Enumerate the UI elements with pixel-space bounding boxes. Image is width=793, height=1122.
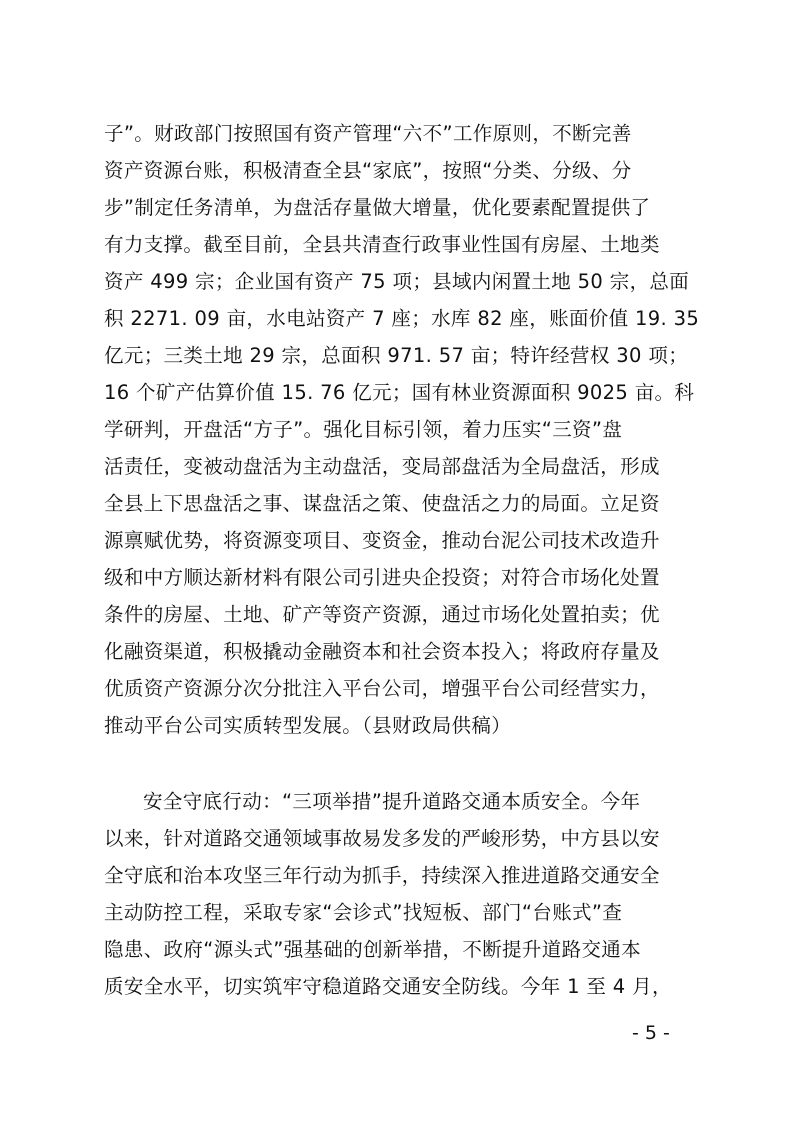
paragraph-line: 子”。财政部门按照国有资产管理“六不”工作原则，不断完善 xyxy=(104,122,632,145)
paragraph-line: 优质资产资源分次分批注入平台公司，增强平台公司经营实力， xyxy=(104,677,660,700)
paragraph-line: 推动平台公司实质转型发展。（县财政局供稿） xyxy=(104,714,512,737)
paragraph-line: 步”制定任务清单，为盘活存量做大增量，优化要素配置提供了 xyxy=(104,196,651,219)
paragraph-line: 质安全水平，切实筑牢守稳道路交通安全防线。今年 1 至 4 月， xyxy=(104,975,672,998)
paragraph-line: 条件的房屋、土地、矿产等资产资源，通过市场化处置拍卖；优 xyxy=(104,603,660,626)
paragraph-line: 积 2271. 09 亩，水电站资产 7 座；水库 82 座，账面价值 19. 35 xyxy=(104,307,700,330)
paragraph-line: 源禀赋优势，将资源变项目、变资金，推动台泥公司技术改造升 xyxy=(104,529,660,552)
paragraph-line: 亿元；三类土地 29 宗，总面积 971. 57 亩；特许经营权 30 项； xyxy=(104,344,689,367)
paragraph-line: 资产资源台账，积极清查全县“家底”，按照“分类、分级、分 xyxy=(104,159,632,182)
paragraph-line: 以来，针对道路交通领域事故易发多发的严峻形势，中方县以安 xyxy=(104,827,660,850)
paragraph-line: 化融资渠道，积极撬动金融资本和社会资本投入；将政府存量及 xyxy=(104,640,660,663)
paragraph-line: 安全守底行动：“三项举措”提升道路交通本质安全。今年 xyxy=(143,790,641,813)
paragraph-line: 全守底和治本攻坚三年行动为抓手，持续深入推进道路交通安全 xyxy=(104,864,660,887)
paragraph-line: 16 个矿产估算价值 15. 76 亿元；国有林业资源面积 9025 亩。科 xyxy=(104,381,695,404)
paragraph-line: 资产 499 宗；企业国有资产 75 项；县域内闲置土地 50 宗，总面 xyxy=(104,270,690,293)
paragraph-line: 主动防控工程，采取专家“会诊式”找短板、部门“台账式”查 xyxy=(104,901,623,924)
paragraph-line: 全县上下思盘活之事、谋盘活之策、使盘活之力的局面。立足资 xyxy=(104,492,660,515)
paragraph-line: 级和中方顺达新材料有限公司引进央企投资；对符合市场化处置 xyxy=(104,566,660,589)
paragraph-line: 学研判，开盘活“方子”。强化目标引领，着力压实“三资”盘 xyxy=(104,418,623,441)
paragraph-line: 活责任，变被动盘活为主动盘活，变局部盘活为全局盘活，形成 xyxy=(104,455,660,478)
page-number: - 5 - xyxy=(632,1022,670,1044)
paragraph-line: 隐患、政府“源头式”强基础的创新举措，不断提升道路交通本 xyxy=(104,938,642,961)
paragraph-line: 有力支撑。截至目前，全县共清查行政事业性国有房屋、土地类 xyxy=(104,233,660,256)
